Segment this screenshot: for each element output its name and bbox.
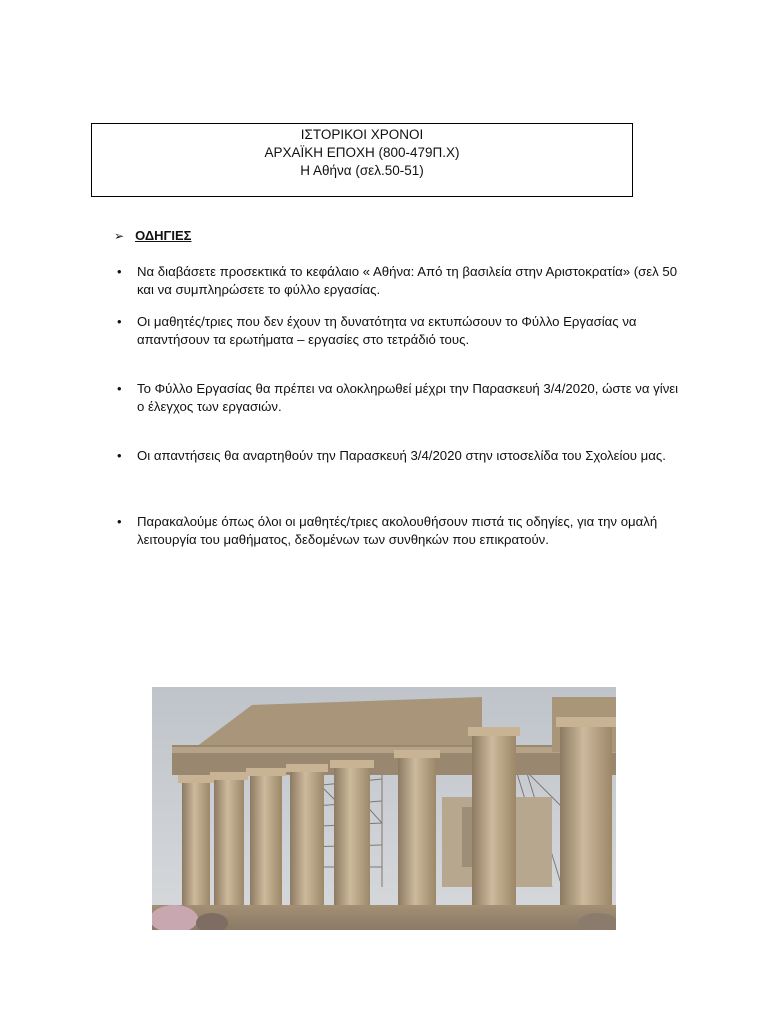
instructions-heading — [114, 228, 191, 243]
list-item — [117, 263, 687, 298]
list-item-text: Να διαβάσετε προσεκτικά το κεφάλαιο « Αθήνα: Από τη βασιλεία στην Αριστοκρατία» (σελ 50 και να συμπληρώσετε το φύλλο εργασίας. — [137, 264, 678, 297]
bullet-icon: • — [117, 381, 122, 396]
bullet-icon: • — [117, 264, 122, 279]
list-item — [117, 313, 687, 348]
bullet-icon: • — [117, 314, 122, 329]
arrow-bullet-icon: ➢ — [114, 228, 125, 243]
list-item — [117, 513, 687, 548]
bullet-icon: • — [117, 448, 122, 463]
list-item-text: Οι απαντήσεις θα αναρτηθούν την Παρασκευή 3/4/2020 στην ιστοσελίδα του Σχολείου μας. — [137, 448, 666, 463]
instructions-heading-text: ΟΔΗΓΙΕΣ — [135, 228, 192, 243]
list-item-text: Το Φύλλο Εργασίας θα πρέπει να ολοκληρωθεί μέχρι την Παρασκευή 3/4/2020, ώστε να γίνει ο έλεγχος των εργασιών. — [137, 381, 679, 414]
header-line-1: ΙΣΤΟΡΙΚΟΙ ΧΡΟΝΟΙ — [300, 127, 424, 142]
header-line-3: Η Αθήνα (σελ.50-51) — [300, 163, 424, 178]
list-item — [117, 380, 687, 415]
parthenon-photo — [152, 687, 616, 930]
list-item-text: Οι μαθητές/τριες που δεν έχουν τη δυνατότητα να εκτυπώσουν το Φύλλο Εργασίας να απαντήσουν τα ερωτήματα – εργασίες στο τετράδιό τους. — [137, 314, 637, 347]
header-line-2: ΑΡΧΑΪΚΗ ΕΠΟΧΗ (800-479Π.Χ) — [264, 145, 460, 160]
list-item-text: Παρακαλούμε όπως όλοι οι μαθητές/τριες ακολουθήσουν πιστά τις οδηγίες, για την ομαλή λειτουργία του μαθήματος, δεδομένων των συνθηκών που επικρατούν. — [137, 514, 658, 547]
parthenon-photo-icon — [152, 687, 616, 930]
bullet-icon: • — [117, 514, 122, 529]
title-box — [91, 123, 633, 197]
list-item — [117, 447, 687, 465]
